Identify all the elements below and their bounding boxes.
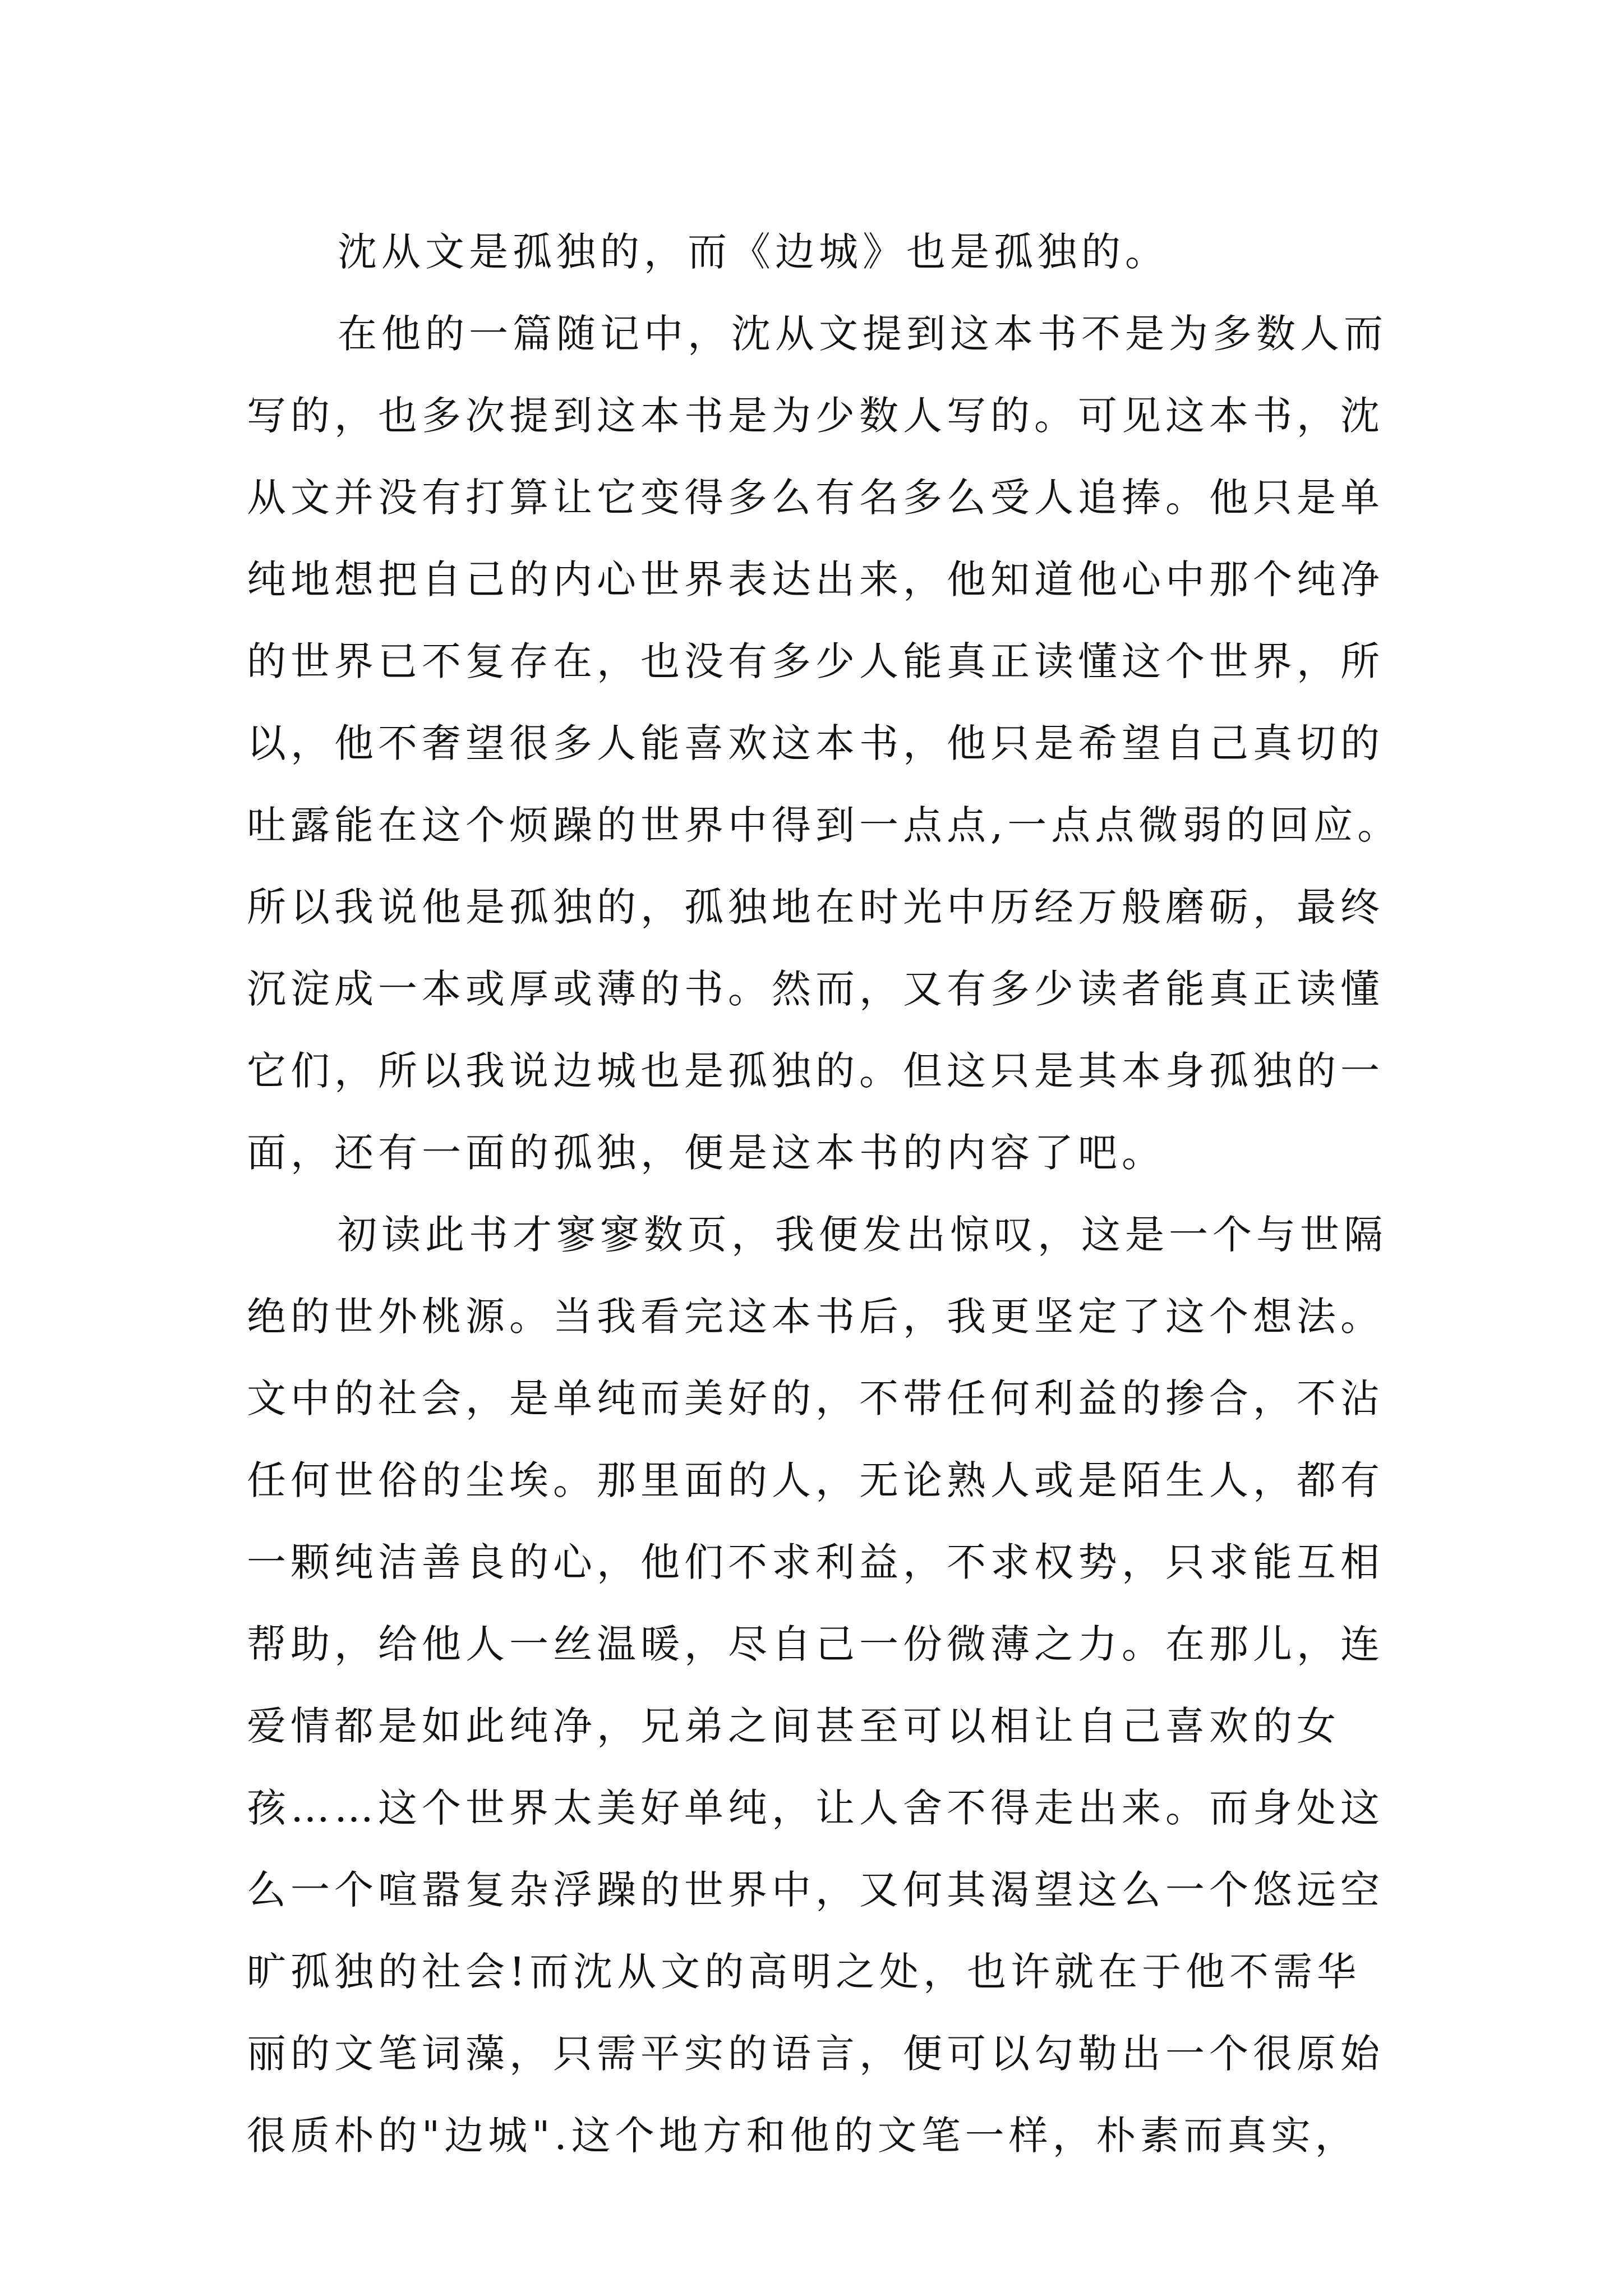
text-line: 吐露能在这个烦躁的世界中得到一点点,一点点微弱的回应。 xyxy=(247,802,1401,848)
text-line: 以，他不奢望很多人能喜欢这本书，他只是希望自己真切的 xyxy=(247,720,1384,766)
text-line: 面，还有一面的孤独，便是这本书的内容了吧。 xyxy=(247,1130,1165,1176)
text-line: 绝的世外桃源。当我看完这本书后，我更坚定了这个想法。 xyxy=(247,1294,1384,1340)
text-line: 孩……这个世界太美好单纯，让人舍不得走出来。而身处这 xyxy=(247,1785,1384,1831)
text-line: 丽的文笔词藻，只需平实的语言，便可以勾勒出一个很原始 xyxy=(247,2031,1384,2077)
text-line: 很质朴的"边城".这个地方和他的文笔一样，朴素而真实， xyxy=(247,2113,1359,2159)
text-line: 旷孤独的社会!而沈从文的高明之处，也许就在于他不需华 xyxy=(247,1949,1361,1995)
text-line: 在他的一篇随记中，沈从文提到这本书不是为多数人而 xyxy=(338,311,1387,357)
text-line: 初读此书才寥寥数页，我便发出惊叹，这是一个与世隔 xyxy=(338,1212,1387,1258)
text-line: 么一个喧嚣复杂浮躁的世界中，又何其渴望这么一个悠远空 xyxy=(247,1867,1384,1913)
text-line: 帮助，给他人一丝温暖，尽自己一份微薄之力。在那儿，连 xyxy=(247,1621,1384,1667)
text-line: 爱情都是如此纯净，兄弟之间甚至可以相让自己喜欢的女 xyxy=(247,1703,1340,1749)
text-line: 沈从文是孤独的，而《边城》也是孤独的。 xyxy=(338,229,1169,275)
text-line: 写的，也多次提到这本书是为少数人写的。可见这本书，沈 xyxy=(247,393,1384,439)
text-line: 任何世俗的尘埃。那里面的人，无论熟人或是陌生人，都有 xyxy=(247,1457,1384,1503)
text-line: 文中的社会，是单纯而美好的，不带任何利益的掺合，不沾 xyxy=(247,1375,1384,1421)
text-line: 的世界已不复存在，也没有多少人能真正读懂这个世界，所 xyxy=(247,638,1384,684)
text-line: 沉淀成一本或厚或薄的书。然而，又有多少读者能真正读懂 xyxy=(247,966,1384,1012)
text-line: 它们，所以我说边城也是孤独的。但这只是其本身孤独的一 xyxy=(247,1048,1384,1094)
essay-body xyxy=(247,211,1401,2177)
text-line: 所以我说他是孤独的，孤独地在时光中历经万般磨砺，最终 xyxy=(247,884,1384,930)
text-line: 纯地想把自己的内心世界表达出来，他知道他心中那个纯净 xyxy=(247,556,1384,602)
text-line: 从文并没有打算让它变得多么有名多么受人追捧。他只是单 xyxy=(247,475,1384,521)
text-line: 一颗纯洁善良的心，他们不求利益，不求权势，只求能互相 xyxy=(247,1539,1384,1585)
